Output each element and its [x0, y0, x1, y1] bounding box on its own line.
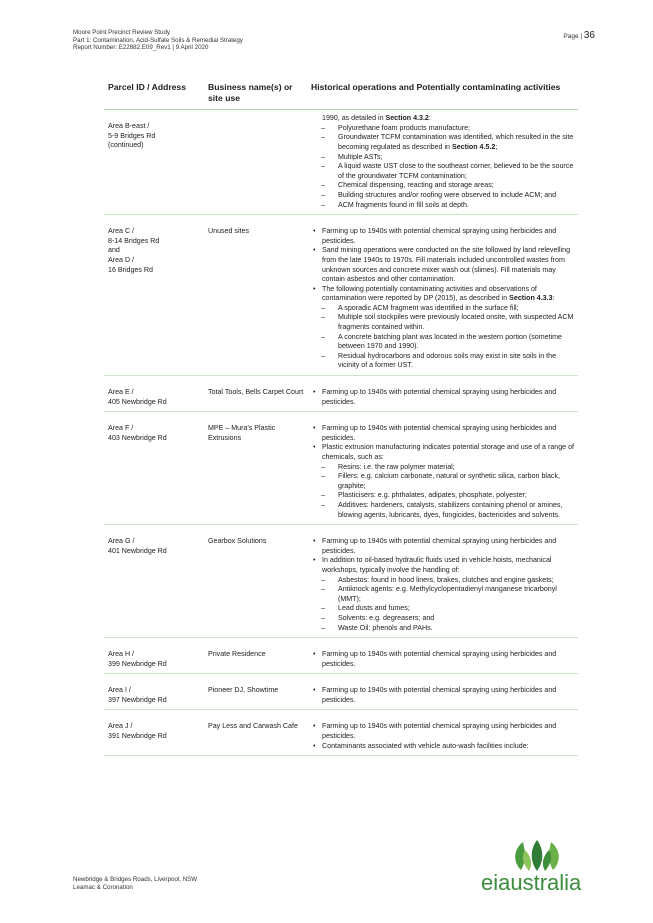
- leaf-logo-icon: [507, 840, 567, 872]
- business-name: Total Tools, Bells Carpet Court: [208, 388, 304, 397]
- document-header: [73, 29, 243, 52]
- table-row: [104, 674, 578, 710]
- activities-cell: [307, 525, 578, 638]
- dash-item: – Fillers: e.g. calcium carbonate, natural or synthetic silica, carbon black, graphite;: [311, 472, 576, 491]
- parcel-cell: [104, 110, 204, 215]
- dash-item: – Lead dusts and fumes;: [311, 604, 576, 614]
- text-item: 1990, as detailed in Section 4.3.2:: [322, 114, 431, 123]
- table-row: [104, 376, 578, 412]
- parcel-address: Area J / 391 Newbridge Rd: [108, 722, 167, 741]
- footer-client: Leamac & Coronation: [73, 883, 133, 891]
- bullet-item: • The following potentially contaminating activities and observations of contamination were reported by DP (2015), as described in Section 4.3.3:: [311, 285, 576, 304]
- dash-item: – Chemical dispensing, reacting and storage areas;: [311, 181, 576, 191]
- dash-item: – Multiple ASTs;: [311, 153, 576, 163]
- business-cell: [204, 376, 307, 412]
- header-study-title: Moore Point Precinct Review Study: [73, 29, 170, 36]
- activities-cell: [307, 710, 578, 756]
- bullet-item: • Farming up to 1940s with potential chemical spraying using herbicides and pesticides.: [311, 537, 576, 556]
- table-body: [104, 110, 578, 756]
- business-name: Pay Less and Carwash Cafe: [208, 722, 298, 731]
- parcel-cell: [104, 674, 204, 710]
- activities-cell: [307, 376, 578, 412]
- bullet-item: • Farming up to 1940s with potential chemical spraying using herbicides and pesticides.: [311, 650, 576, 669]
- bullet-item: • Farming up to 1940s with potential chemical spraying using herbicides and pesticides.: [311, 388, 576, 407]
- parcel-cell: [104, 412, 204, 525]
- dash-item: – Plasticisers: e.g. phthalates, adipates, phosphate, polyester;: [311, 491, 576, 501]
- parcel-cell: [104, 215, 204, 376]
- dash-item: – Multiple soil stockpiles were previously located onsite, with suspected ACM fragments contained within.: [311, 313, 576, 332]
- dash-item: – Asbestos: found in hood liners, brakes, clutches and engine gaskets;: [311, 576, 576, 586]
- parcel-cell: [104, 525, 204, 638]
- bullet-item: • Plastic extrusion manufacturing indicates potential storage and use of a range of chemicals, such as:: [311, 443, 576, 462]
- dash-item: – Antiknock agents: e.g. Methylcyclopentadienyl manganese tricarbonyl (MMT);: [311, 585, 576, 604]
- dash-item: – ACM fragments found in fill soils at depth.: [311, 201, 576, 211]
- dash-item: – Waste Oil: phenols and PAHs.: [311, 624, 576, 634]
- business-cell: [204, 110, 307, 215]
- business-name: Gearbox Solutions: [208, 537, 267, 546]
- header-activities: Historical operations and Potentially contaminating activities: [307, 80, 578, 110]
- page-label: Page |: [563, 33, 583, 40]
- logo-wordmark: eiaustralia: [481, 870, 582, 895]
- header-parcel: Parcel ID / Address: [104, 80, 204, 110]
- dash-item: – Solvents: e.g. degreasers; and: [311, 614, 576, 624]
- dash-item: – Additives: hardeners, catalysts, stabilizers containing phenol or amines, blowing agents, lubricants, dyes, fungicides, bactericides and solvents.: [311, 501, 576, 520]
- business-cell: [204, 638, 307, 674]
- business-name: Private Residence: [208, 650, 266, 659]
- activities-cell: [307, 110, 578, 215]
- header-report-number: Report Number: E22882.E09_Rev1 | 9 April 2020: [73, 44, 209, 52]
- parcel-cell: [104, 376, 204, 412]
- parcel-address: Area B-east / 5-9 Bridges Rd (continued): [108, 122, 156, 150]
- parcel-address: Area E / 405 Newbridge Rd: [108, 388, 167, 406]
- footer-address: Newbridge & Bridges Roads, Liverpool, NSW: [73, 876, 198, 883]
- bullet-item: • Farming up to 1940s with potential chemical spraying using herbicides and pesticides.: [311, 686, 576, 705]
- business-cell: [204, 412, 307, 525]
- bullet-item: • Sand mining operations were conducted on the site followed by land relevelling from the late 1940s to 1970s. Fill materials included uncontrolled wastes from unknown sources and concrete mixer wash out (slimes). Fill materials may contain asbestos and other contamination.: [311, 246, 576, 284]
- section-reference: Section 4.3.2: [385, 114, 429, 123]
- bullet-item: • Farming up to 1940s with potential chemical spraying using herbicides and pesticides.: [311, 722, 576, 741]
- business-cell: [204, 525, 307, 638]
- dash-item: – A liquid waste UST close to the southeast corner, believed to be the source of the groundwater TCFM contamination;: [311, 162, 576, 181]
- bullet-item: • Contaminants associated with vehicle auto-wash facilities include:: [311, 742, 576, 752]
- parcel-address: Area H / 399 Newbridge Rd: [108, 650, 167, 668]
- page-number: 36: [583, 30, 595, 41]
- business-name: Unused sites: [208, 227, 250, 236]
- table-header-row: [104, 80, 578, 110]
- activities-cell: [307, 638, 578, 674]
- bullet-item: • Farming up to 1940s with potential chemical spraying using herbicides and pesticides.: [311, 424, 576, 443]
- page-number-block: [563, 30, 595, 41]
- table-row: [104, 215, 578, 376]
- table-row: [104, 638, 578, 674]
- bullet-item: • Farming up to 1940s with potential chemical spraying using herbicides and pesticides.: [311, 227, 576, 246]
- dash-item: – Building structures and/or roofing were observed to include ACM; and: [311, 191, 576, 201]
- dash-item: – A concrete batching plant was located in the western portion (sometime between 1970 and 1990).: [311, 333, 576, 352]
- business-cell: [204, 710, 307, 756]
- dash-item: – Resins: i.e. the raw polymer material;: [311, 463, 576, 473]
- activities-cell: [307, 215, 578, 376]
- company-logo: [481, 840, 596, 898]
- section-reference: Section 4.5.2: [451, 142, 496, 151]
- table-row: [104, 525, 578, 638]
- bullet-item: • In addition to oil-based hydraulic fluids used in vehicle hoists, mechanical workshops, typically involve the handling of:: [311, 556, 576, 575]
- parcel-address: Area C / 8-14 Bridges Rd and Area D / 16 Bridges Rd: [108, 227, 160, 274]
- parcel-cell: [104, 638, 204, 674]
- table-row: [104, 110, 578, 215]
- dash-item: – Polyurethane foam products manufacture;: [311, 124, 576, 134]
- table-row: [104, 412, 578, 525]
- header-part-title: Part 1: Contamination, Acid-Sulfate Soils & Remedial Strategy: [73, 36, 243, 44]
- contamination-table: [104, 80, 578, 756]
- table-row: [104, 710, 578, 756]
- dash-item: – A sporadic ACM fragment was identified in the surface fill;: [311, 304, 576, 314]
- section-reference: Section 4.3.3: [509, 294, 553, 303]
- parcel-address: Area F / 403 Newbridge Rd: [108, 424, 167, 442]
- dash-item: – Residual hydrocarbons and odorous soils may exist in site soils in the vicinity of a former UST.: [311, 352, 576, 371]
- parcel-address: Area G / 401 Newbridge Rd: [108, 537, 167, 555]
- business-name: MPE – Mura's Plastic Extrusions: [208, 424, 276, 442]
- business-cell: [204, 215, 307, 376]
- parcel-cell: [104, 710, 204, 756]
- activities-cell: [307, 674, 578, 710]
- header-business: Business name(s) or site use: [204, 80, 307, 110]
- dash-item: – Groundwater TCFM contamination was identified, which resulted in the site becoming regulated as described in Section 4.5.2;: [311, 133, 576, 152]
- activities-cell: [307, 412, 578, 525]
- document-footer: [73, 876, 197, 892]
- business-name: Pioneer DJ, Showtime: [208, 686, 279, 695]
- parcel-address: Area I / 397 Newbridge Rd: [108, 686, 167, 704]
- business-cell: [204, 674, 307, 710]
